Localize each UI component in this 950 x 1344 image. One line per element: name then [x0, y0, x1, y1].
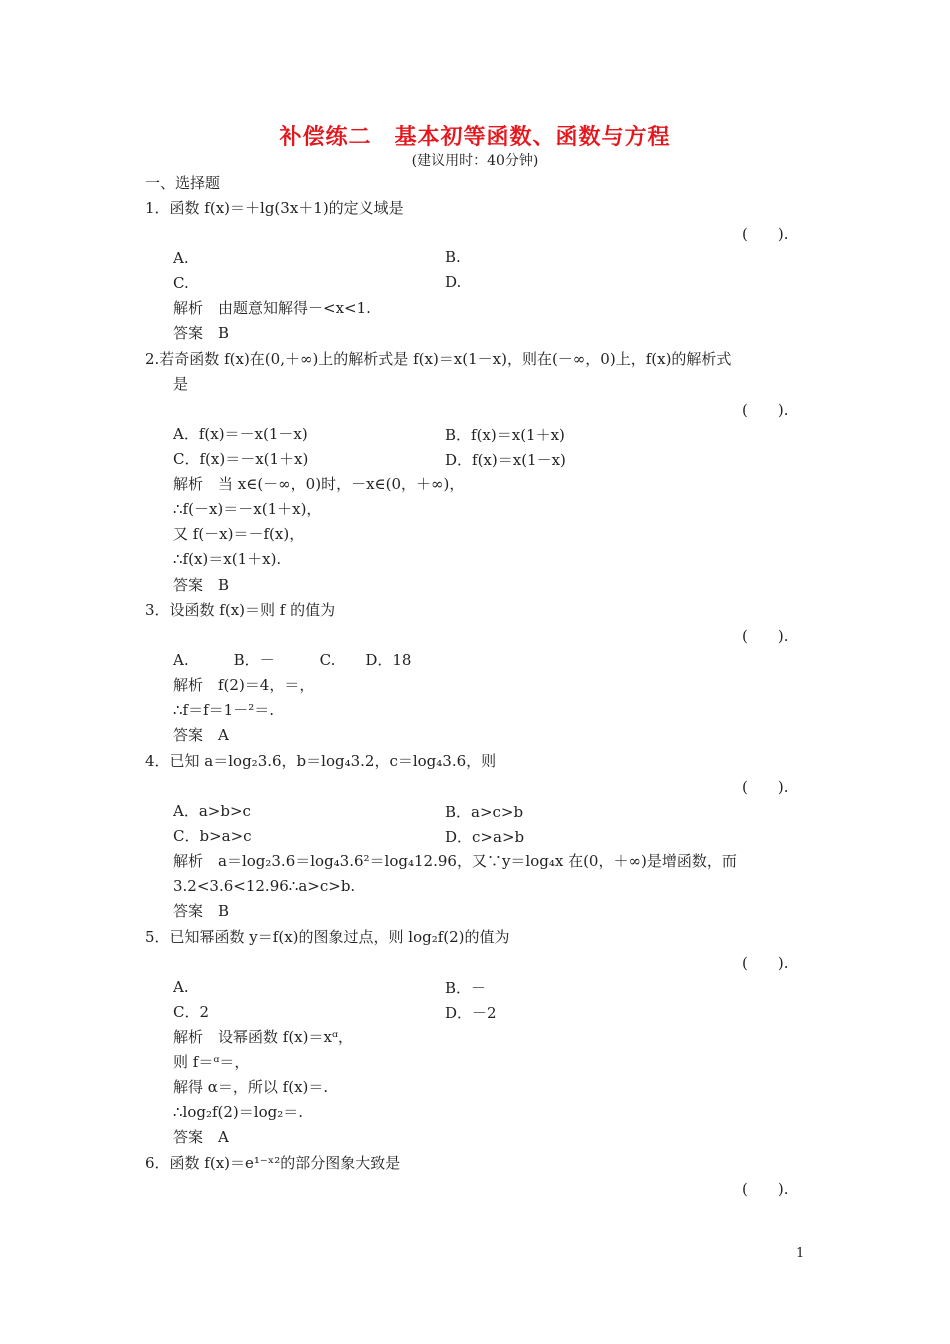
- q3-analysis-1: 解析 f(2)＝4，＝，: [173, 676, 315, 694]
- q4-analysis-2: 3.2<3.6<12.96∴a>c>b.: [173, 877, 356, 895]
- q4-answer-paren: ( ).: [742, 778, 789, 796]
- q2-option-a: A．f(x)＝－x(1－x): [173, 425, 308, 443]
- q5-option-c: C．2: [173, 1003, 210, 1021]
- q3-answer-paren: ( ).: [742, 627, 789, 645]
- page-title: 补偿练二 基本初等函数、函数与方程: [279, 125, 671, 150]
- q2-stem: 2.若奇函数 f(x)在(0,＋∞)上的解析式是 f(x)＝x(1－x)，则在(－∞，0)上，f(x)的解析式: [145, 350, 732, 368]
- q6-answer-paren: ( ).: [742, 1180, 789, 1198]
- q2-option-b: B．f(x)＝x(1＋x): [445, 426, 565, 444]
- q4-option-d: D．c>a>b: [445, 828, 525, 846]
- q1-analysis: 解析 由题意知解得－<x<1.: [173, 299, 371, 317]
- q2-analysis-2: ∴f(－x)＝－x(1＋x)，: [173, 500, 322, 518]
- q1-option-a: A.: [173, 249, 189, 267]
- q3-answer: 答案 A: [173, 726, 229, 744]
- q5-analysis-4: ∴log₂f(2)＝log₂＝.: [173, 1103, 303, 1121]
- q5-option-a: A.: [173, 978, 189, 996]
- q4-option-a: A．a>b>c: [173, 802, 251, 820]
- page-number: 1: [796, 1246, 805, 1261]
- section-heading: 一、选择题: [145, 174, 221, 192]
- q1-option-b: B.: [445, 248, 461, 266]
- q4-option-c: C．b>a>c: [173, 827, 252, 845]
- q2-option-c: C．f(x)＝－x(1＋x): [173, 450, 309, 468]
- q2-stem-continued: 是: [173, 375, 189, 393]
- q5-answer-paren: ( ).: [742, 954, 789, 972]
- q1-option-d: D.: [445, 273, 462, 291]
- q2-answer-paren: ( ).: [742, 401, 789, 419]
- q2-answer: 答案 B: [173, 576, 230, 594]
- q5-stem: 5．已知幂函数 y＝f(x)的图象过点，则 log₂f(2)的值为: [145, 928, 510, 946]
- q5-option-b: B．－: [445, 979, 487, 997]
- q4-analysis-1: 解析 a＝log₂3.6＝log₄3.6²＝log₄12.96，又∵y＝log₄x 在(0，＋∞)是增函数，而: [173, 852, 737, 870]
- q4-stem: 4．已知 a＝log₂3.6，b＝log₄3.2，c＝log₄3.6，则: [145, 752, 497, 770]
- q2-option-d: D．f(x)＝x(1－x): [445, 451, 566, 469]
- q3-options: A. B．－ C. D．18: [173, 651, 412, 669]
- q4-answer: 答案 B: [173, 902, 230, 920]
- q5-analysis-2: 则 f＝ᵅ＝，: [173, 1053, 250, 1071]
- q1-answer: 答案 B: [173, 324, 230, 342]
- q2-analysis-4: ∴f(x)＝x(1＋x).: [173, 550, 282, 568]
- q5-analysis-1: 解析 设幂函数 f(x)＝xᵅ，: [173, 1028, 353, 1046]
- q3-stem: 3．设函数 f(x)＝则 f 的值为: [145, 601, 336, 619]
- q1-option-c: C.: [173, 274, 189, 292]
- q1-stem: 1．函数 f(x)＝＋lg(3x＋1)的定义域是: [145, 199, 404, 217]
- page-subtitle: (建议用时：40分钟): [411, 153, 539, 169]
- q6-stem: 6．函数 f(x)＝e¹⁻ˣ²的部分图象大致是: [145, 1154, 401, 1172]
- q2-analysis-3: 又 f(－x)＝－f(x)，: [173, 525, 305, 543]
- q4-option-b: B．a>c>b: [445, 803, 524, 821]
- q3-analysis-2: ∴f＝f＝1－²＝.: [173, 701, 274, 719]
- q5-option-d: D．－2: [445, 1004, 497, 1022]
- q5-answer: 答案 A: [173, 1128, 229, 1146]
- q1-answer-paren: ( ).: [742, 225, 789, 243]
- q5-analysis-3: 解得 α＝，所以 f(x)＝.: [173, 1078, 329, 1096]
- q2-analysis-1: 解析 当 x∈(－∞，0)时，－x∈(0，＋∞)，: [173, 475, 465, 493]
